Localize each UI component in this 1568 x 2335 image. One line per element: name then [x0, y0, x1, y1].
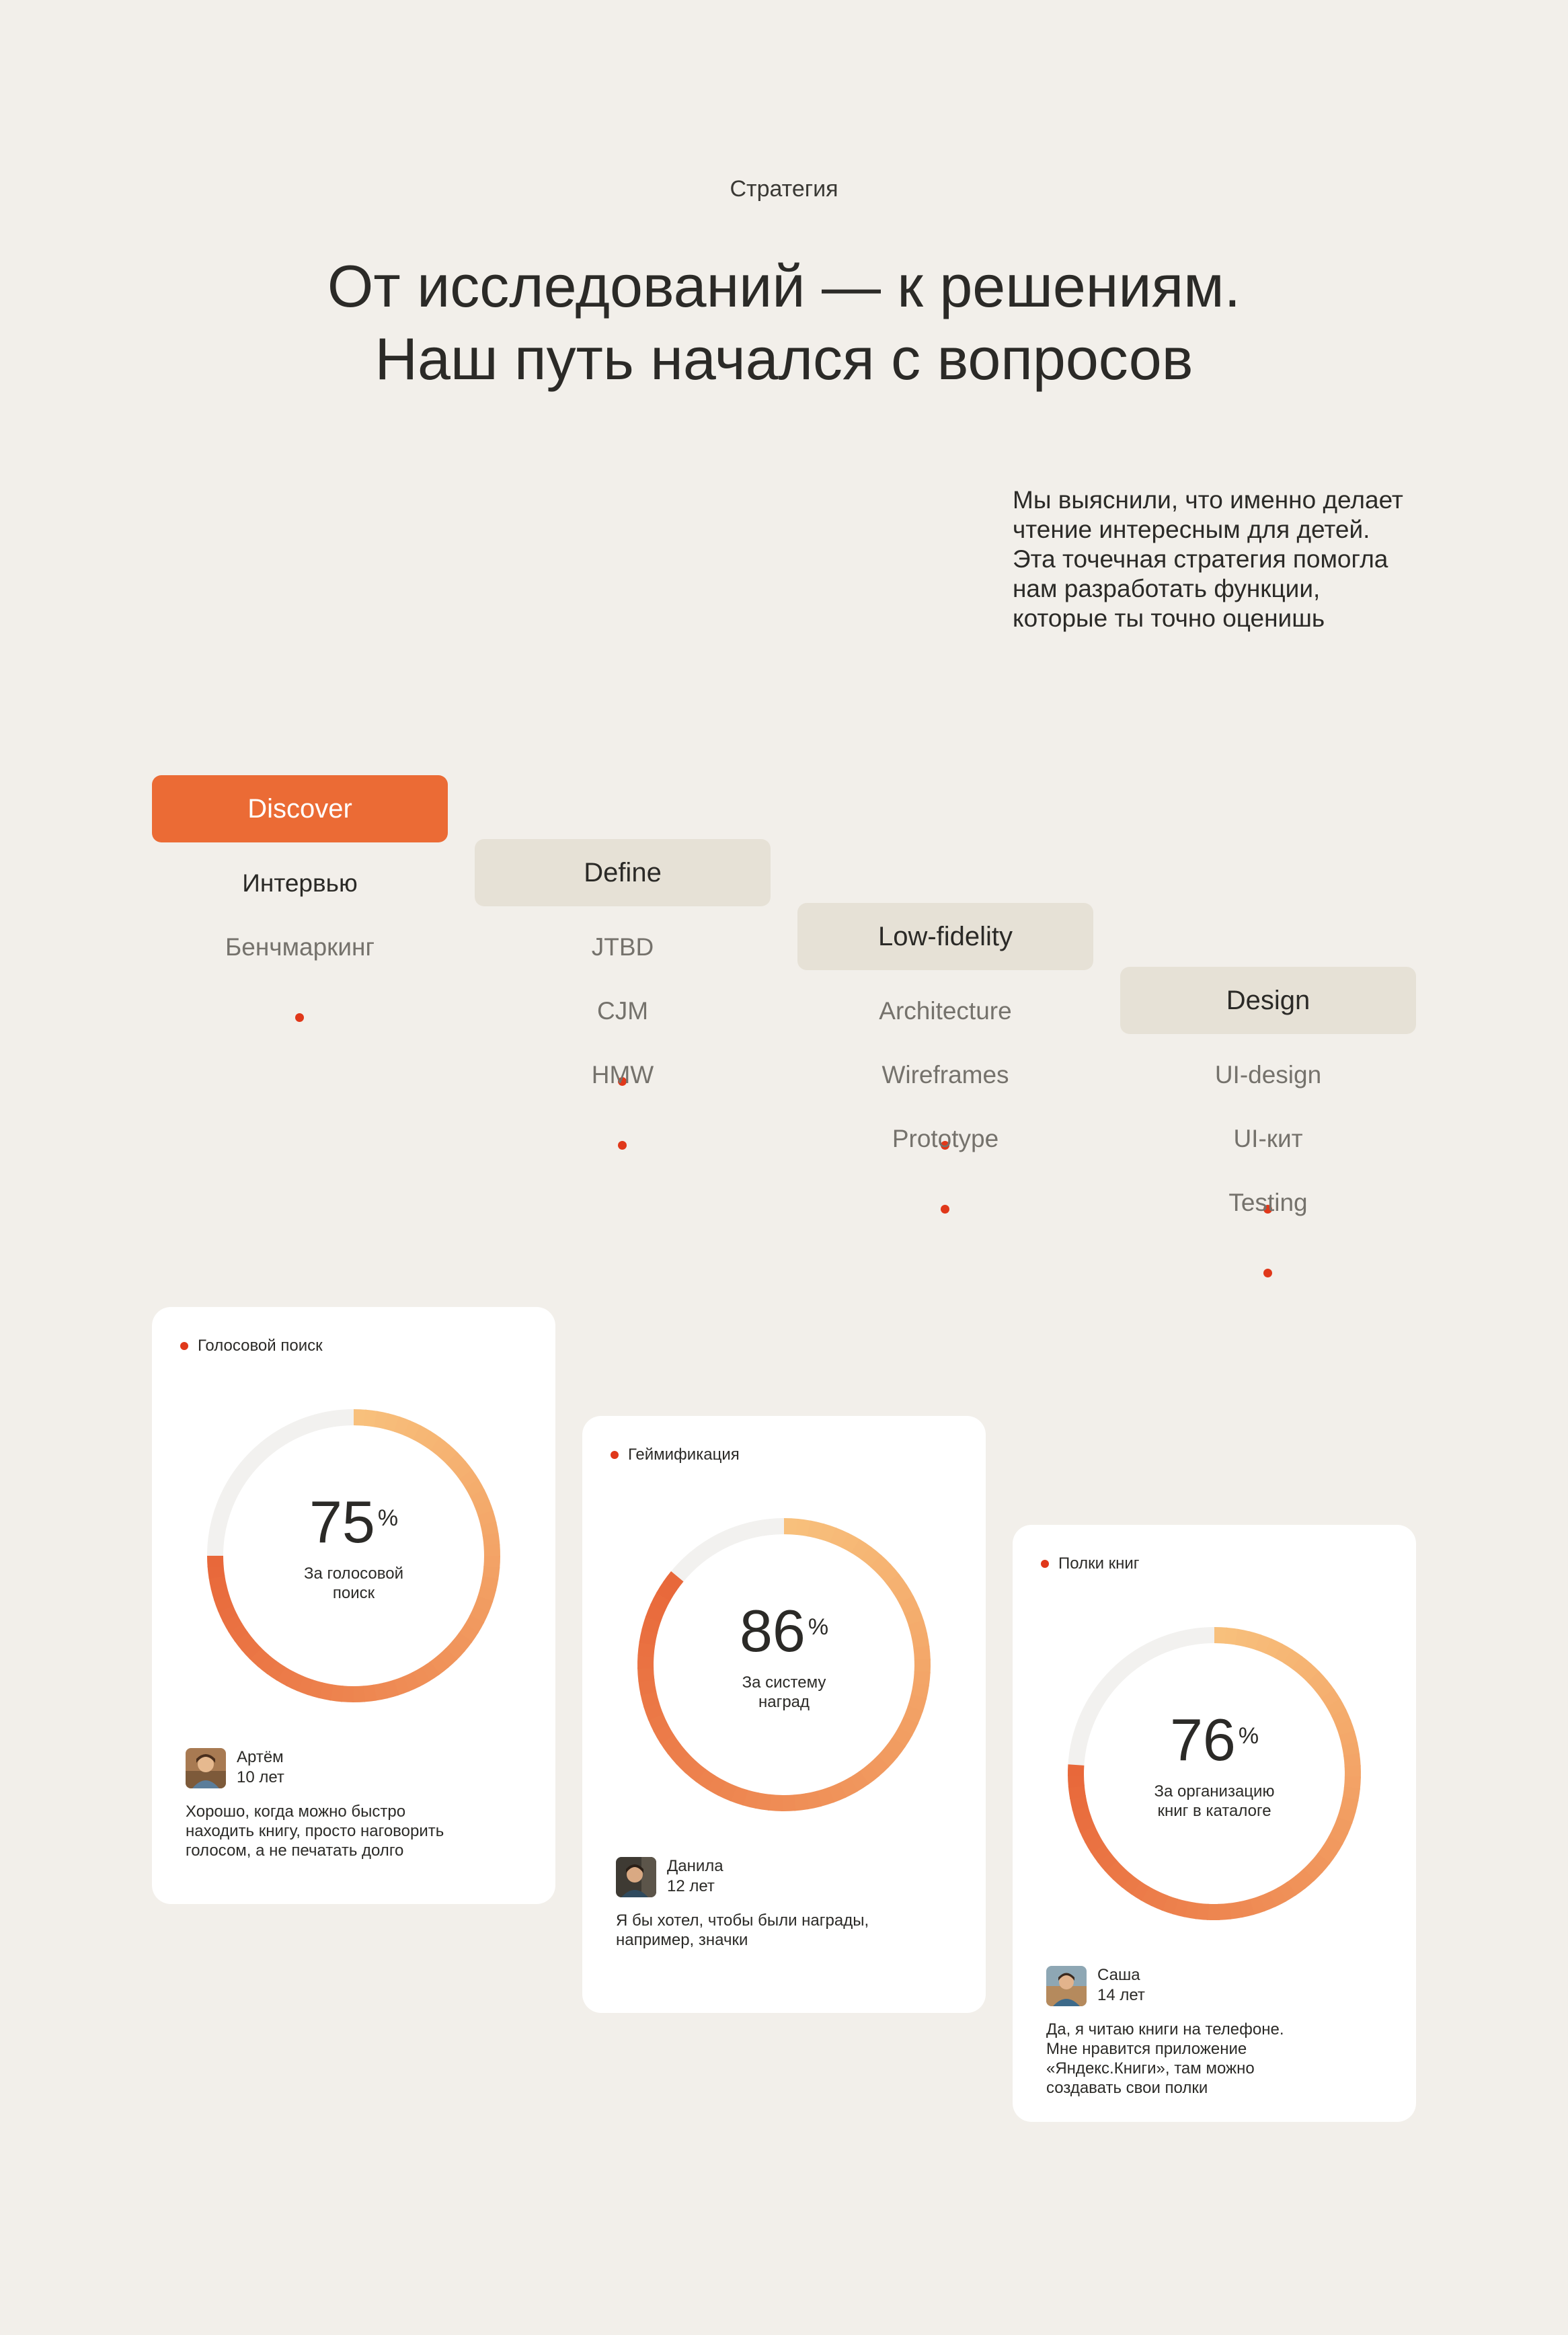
card-tag-label: Голосовой поиск	[198, 1337, 323, 1355]
quote-line: находить книгу, просто наговорить	[186, 1822, 444, 1840]
ring-progress-segment	[219, 1587, 222, 1599]
ring-progress-segment	[1352, 1776, 1353, 1789]
ring-progress-segment	[490, 1567, 492, 1579]
ring-progress-segment	[263, 1660, 272, 1667]
ring-progress-segment	[744, 1797, 758, 1800]
ring-progress-segment	[1261, 1899, 1273, 1904]
ring-caption-line: поиск	[332, 1584, 375, 1602]
tag-dot	[180, 1342, 188, 1350]
ring-progress-segment	[488, 1577, 491, 1589]
card-tag-label: Геймификация	[628, 1446, 740, 1464]
ring-progress-segment	[331, 1692, 343, 1694]
ring-progress-segment	[221, 1597, 225, 1609]
ring-caption	[683, 1673, 885, 1712]
ring-progress-segment	[1340, 1820, 1345, 1831]
ring-progress-segment	[855, 1546, 867, 1554]
ring-value	[1013, 1706, 1416, 1774]
title-line-2: Наш путь начался с вопросов	[375, 325, 1193, 392]
ring-progress-segment	[674, 1749, 682, 1759]
percent-sign: %	[377, 1505, 399, 1531]
ring-progress-segment	[830, 1790, 843, 1795]
ring-progress-segment	[1110, 1865, 1119, 1874]
quote-line: например, значки	[616, 1931, 748, 1949]
step-item: UI-кит	[1233, 1125, 1303, 1152]
ring-progress-segment	[477, 1609, 482, 1620]
ring-progress-segment	[1175, 1906, 1187, 1909]
ring-progress-segment	[247, 1645, 256, 1654]
step-design-button[interactable]: Design	[1120, 967, 1416, 1034]
ring-progress-segment	[225, 1608, 231, 1619]
person-name: Артём	[237, 1748, 284, 1766]
ring-progress-segment	[809, 1528, 822, 1532]
card-tag-label: Полки книг	[1058, 1554, 1140, 1573]
ring-progress-segment	[884, 1569, 893, 1580]
quote-line: «Яндекс.Книги», там можно	[1046, 2059, 1255, 2077]
ring-number: 76	[1169, 1706, 1236, 1773]
ring-progress-segment	[915, 1696, 919, 1710]
quote-line: Я бы хотел, чтобы были награды,	[616, 1911, 869, 1930]
ring-progress-segment	[797, 1527, 810, 1529]
ring-progress-segment	[235, 1627, 241, 1637]
ring-progress-segment	[845, 1540, 857, 1547]
ring-number: 75	[309, 1489, 375, 1555]
ring-caption	[253, 1564, 455, 1603]
ring-progress-segment	[905, 1720, 911, 1733]
step-item: Wireframes	[881, 1061, 1009, 1089]
ring-progress-segment	[793, 1801, 808, 1803]
ring-progress-segment	[416, 1674, 426, 1680]
percent-sign: %	[808, 1614, 829, 1640]
ring-progress-segment	[842, 1784, 854, 1791]
title-line-1: От исследований — к решениям.	[327, 253, 1241, 319]
quote	[186, 1802, 522, 1860]
card-tag	[180, 1337, 323, 1355]
quote-line: Мне нравится приложение	[1046, 2040, 1247, 2058]
ring-progress-segment	[1251, 1903, 1263, 1907]
ring-progress-segment	[434, 1661, 443, 1669]
ring-progress-segment	[1335, 1830, 1341, 1842]
ring-progress-segment	[426, 1437, 436, 1444]
ring-progress-segment	[875, 1560, 886, 1570]
ring-progress-segment	[721, 1788, 734, 1794]
step-dot	[1263, 1269, 1272, 1277]
ring-progress-segment	[821, 1531, 834, 1536]
ring-progress-segment	[648, 1692, 652, 1706]
progress-ring	[1060, 1619, 1369, 1928]
ring-progress-segment	[1282, 1889, 1292, 1895]
ring-progress-segment	[465, 1628, 471, 1638]
quote-line: Хорошо, когда можно быстро	[186, 1803, 406, 1821]
ring-progress-segment	[386, 1421, 398, 1425]
quote-line: голосом, а не печатать долго	[186, 1842, 404, 1860]
ring-caption-line: За голосовой	[303, 1565, 404, 1583]
ring-progress-segment	[1271, 1894, 1283, 1899]
ring-progress-segment	[666, 1738, 674, 1749]
ring-progress-segment	[898, 1731, 906, 1743]
step-item: HMW	[591, 1061, 654, 1089]
ring-progress-segment	[873, 1762, 884, 1771]
ring-progress-segment	[466, 1474, 473, 1485]
ring-progress-segment	[1313, 1677, 1321, 1686]
ring-progress-segment	[1196, 1911, 1208, 1912]
person-age: 14 лет	[1097, 1986, 1145, 2004]
ring-progress-segment	[395, 1684, 407, 1688]
ring-progress-segment	[1300, 1874, 1309, 1883]
ring-progress-segment	[1087, 1828, 1093, 1839]
ring-progress-segment	[892, 1579, 900, 1590]
ring-progress-segment	[710, 1782, 722, 1788]
ring-progress-segment	[442, 1654, 452, 1662]
ring-progress-segment	[1308, 1866, 1317, 1875]
ring-progress-segment	[1185, 1909, 1198, 1911]
ring-progress-segment	[471, 1619, 477, 1630]
ring-progress-segment	[833, 1535, 846, 1540]
ring-progress-segment	[407, 1428, 418, 1433]
intro-line: чтение интересным для детей.	[1013, 516, 1370, 543]
ring-progress-segment	[656, 1716, 662, 1729]
step-item: Architecture	[879, 997, 1012, 1025]
ring-progress-segment	[1144, 1893, 1155, 1899]
ring-progress-segment	[458, 1637, 465, 1647]
intro-line: Эта точечная стратегия помогла	[1013, 545, 1388, 573]
ring-progress-segment	[417, 1432, 428, 1438]
ring-progress-segment	[691, 1767, 701, 1776]
ring-progress-segment	[1350, 1788, 1352, 1800]
ring-progress-segment	[1305, 1669, 1314, 1678]
ring-progress-segment	[756, 1800, 770, 1803]
ring-progress-segment	[1214, 1635, 1227, 1636]
progress-ring	[629, 1510, 939, 1819]
ring-progress-segment	[354, 1417, 366, 1418]
ring-progress-segment	[374, 1690, 386, 1692]
ring-progress-segment	[1076, 1786, 1078, 1798]
step-item: Бенчмаркинг	[225, 933, 375, 961]
ring-progress-segment	[670, 1577, 677, 1587]
ring-progress-segment	[217, 1576, 219, 1588]
ring-progress-segment	[918, 1684, 921, 1698]
survey-card	[582, 1416, 986, 2013]
tag-dot	[1041, 1560, 1049, 1568]
intro-line: нам разработать функции,	[1013, 575, 1321, 602]
ring-progress-segment	[700, 1775, 711, 1783]
ring-progress-segment	[459, 1466, 467, 1475]
ring-progress-segment	[1321, 1685, 1328, 1695]
ring-progress-segment	[1218, 1911, 1230, 1912]
ring-progress-segment	[1126, 1881, 1136, 1888]
quote	[1046, 2020, 1382, 2098]
ring-progress-segment	[1225, 1636, 1237, 1637]
ring-progress-segment	[320, 1690, 332, 1693]
ring-progress-segment	[435, 1443, 444, 1451]
card-tag	[611, 1446, 740, 1464]
ring-progress-segment	[485, 1588, 488, 1600]
ring-progress-segment	[385, 1688, 397, 1691]
ring-progress-segment	[1323, 1850, 1331, 1860]
survey-card	[1013, 1525, 1416, 2122]
ring-progress-segment	[1229, 1909, 1241, 1911]
ring-progress-segment	[732, 1793, 746, 1798]
progress-ring	[199, 1401, 508, 1710]
step-item: CJM	[596, 997, 649, 1025]
ring-progress-segment	[271, 1667, 281, 1673]
section-eyebrow: Стратегия	[730, 176, 838, 202]
ring-progress-segment	[865, 1553, 876, 1562]
ring-progress-segment	[863, 1770, 874, 1778]
ring-progress-segment	[229, 1618, 235, 1628]
intro-text	[1013, 485, 1443, 633]
person-age: 12 лет	[667, 1877, 715, 1895]
ring-progress-segment	[1118, 1873, 1128, 1881]
ring-progress-segment	[818, 1795, 832, 1799]
ring-progress-segment	[882, 1752, 892, 1762]
child-avatar-icon	[1046, 1966, 1087, 2006]
ring-caption-line: книг в каталоге	[1157, 1802, 1271, 1820]
ring-progress-segment	[397, 1424, 408, 1428]
step-dot	[295, 1013, 304, 1022]
percent-sign: %	[1238, 1723, 1259, 1749]
ring-caption	[1113, 1782, 1315, 1821]
ring-progress-segment	[444, 1450, 453, 1459]
ring-number: 86	[739, 1597, 806, 1664]
ring-progress-segment	[375, 1419, 387, 1422]
ring-progress-segment	[450, 1646, 459, 1655]
ring-progress-segment	[1278, 1651, 1289, 1657]
ring-progress-segment	[363, 1692, 375, 1694]
ring-progress-segment	[255, 1653, 264, 1661]
ring-progress-segment	[1092, 1838, 1098, 1849]
step-define-button[interactable]: Define	[475, 839, 771, 906]
ring-progress-segment	[853, 1778, 864, 1785]
ring-progress-segment	[299, 1683, 311, 1687]
step-item: UI-design	[1214, 1061, 1322, 1089]
ring-progress-segment	[1080, 1807, 1083, 1819]
ring-progress-segment	[241, 1636, 248, 1645]
quote-line: создавать свои полки	[1046, 2079, 1208, 2097]
ring-progress-segment	[1291, 1882, 1301, 1889]
quote	[616, 1911, 952, 1950]
ring-progress-segment	[663, 1585, 670, 1597]
ring-progress-segment	[425, 1668, 435, 1675]
ring-progress-segment	[1288, 1656, 1298, 1663]
step-item: Интервью	[242, 869, 358, 897]
ring-caption-line: наград	[758, 1693, 810, 1711]
survey-card	[152, 1307, 555, 1904]
ring-progress-segment	[1078, 1796, 1081, 1809]
ring-caption-line: За организацию	[1154, 1782, 1275, 1800]
ring-value	[582, 1597, 986, 1665]
ring-progress-segment	[481, 1599, 485, 1610]
ring-progress-segment	[1247, 1639, 1259, 1643]
step-item: Testing	[1228, 1189, 1308, 1216]
ring-progress-segment	[1329, 1839, 1336, 1850]
step-low-fidelity-button[interactable]: Low-fidelity	[797, 903, 1093, 970]
ring-progress-segment	[1097, 1848, 1105, 1858]
tag-dot	[611, 1451, 619, 1459]
ring-progress-segment	[1103, 1857, 1111, 1866]
card-tag	[1041, 1554, 1140, 1573]
ring-progress-segment	[1240, 1907, 1252, 1909]
ring-progress-segment	[1348, 1798, 1351, 1811]
person-name: Саша	[1097, 1966, 1140, 1984]
step-item: JTBD	[591, 933, 654, 961]
ring-progress-segment	[1345, 1809, 1349, 1821]
intro-line: Мы выяснили, что именно делает	[1013, 486, 1403, 514]
child-avatar-icon	[616, 1857, 656, 1897]
ring-progress-segment	[921, 1671, 923, 1686]
ring-progress-segment	[1327, 1694, 1334, 1704]
ring-progress-segment	[910, 1708, 915, 1721]
ring-progress-segment	[645, 1667, 646, 1681]
ring-progress-segment	[646, 1679, 648, 1693]
ring-progress-segment	[806, 1798, 820, 1801]
ring-progress-segment	[660, 1727, 667, 1739]
person-age: 10 лет	[237, 1768, 284, 1786]
page-title	[0, 250, 1568, 395]
ring-progress-segment	[1296, 1662, 1306, 1670]
ring-progress-segment	[1316, 1858, 1324, 1868]
ring-progress-segment	[280, 1673, 291, 1679]
step-discover-button[interactable]: Discover	[152, 775, 448, 842]
child-avatar-icon	[186, 1748, 226, 1788]
ring-progress-segment	[652, 1704, 656, 1718]
ring-progress-segment	[682, 1758, 692, 1768]
ring-progress-segment	[1237, 1637, 1249, 1640]
ring-progress-segment	[290, 1679, 301, 1684]
ring-progress-segment	[1083, 1818, 1088, 1829]
ring-progress-segment	[1257, 1642, 1269, 1647]
person-name: Данила	[667, 1857, 723, 1875]
ring-progress-segment	[1268, 1646, 1280, 1651]
step-dot	[941, 1205, 949, 1214]
ring-value	[152, 1489, 555, 1556]
ring-progress-segment	[452, 1458, 460, 1467]
ring-progress-segment	[215, 1556, 216, 1567]
step-dot	[618, 1141, 627, 1150]
ring-progress-segment	[405, 1679, 417, 1685]
ring-progress-segment	[891, 1742, 899, 1753]
quote-line: Да, я читаю книги на телефоне.	[1046, 2020, 1284, 2039]
ring-caption-line: За систему	[742, 1673, 826, 1692]
ring-progress-segment	[1135, 1887, 1146, 1894]
intro-line: которые ты точно оценишь	[1013, 604, 1325, 632]
step-item: Prototype	[892, 1125, 999, 1152]
ring-progress-segment	[1154, 1898, 1165, 1903]
ring-progress-segment	[364, 1418, 377, 1419]
ring-progress-segment	[309, 1687, 321, 1690]
ring-progress-segment	[784, 1526, 798, 1527]
ring-progress-segment	[215, 1565, 217, 1577]
ring-progress-segment	[1164, 1903, 1176, 1907]
